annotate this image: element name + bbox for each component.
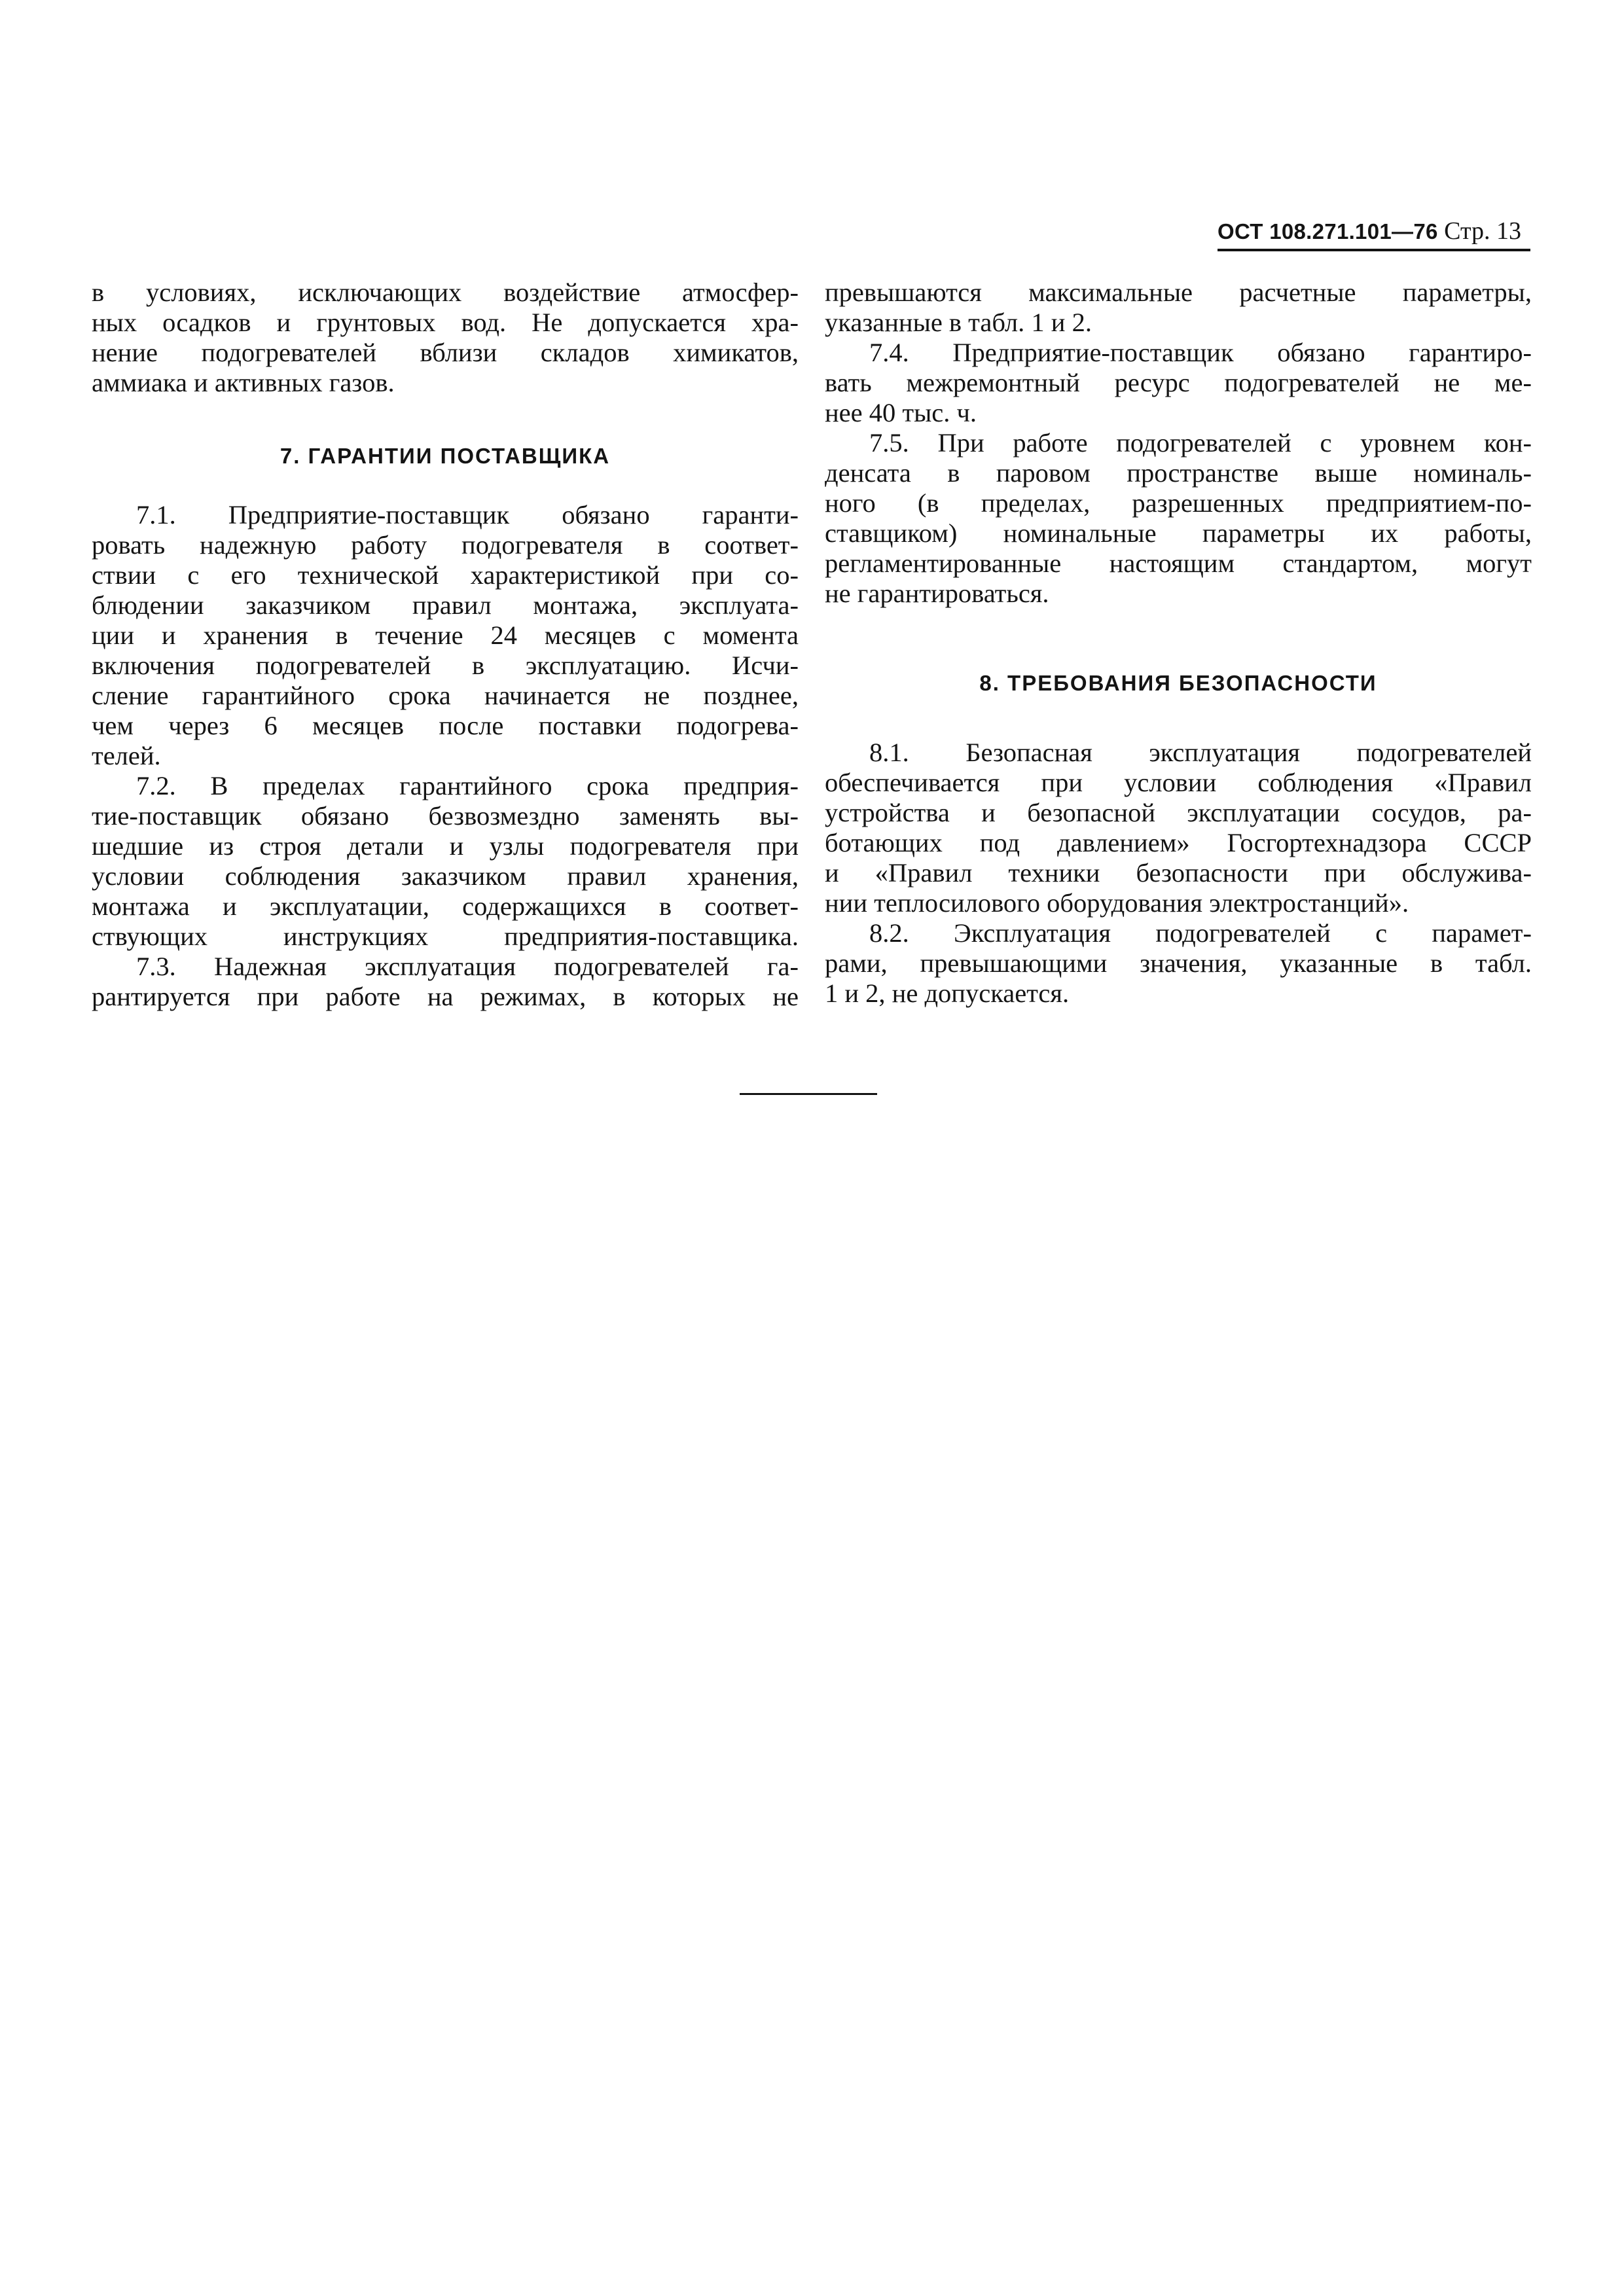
text-line: превышаются максимальные расчетные параметры, — [825, 278, 1532, 307]
text-line: 7.4. Предприятие-поставщик обязано гарантиро- — [869, 338, 1532, 367]
text-line: нение подогревателей вблизи складов химикатов, — [92, 338, 799, 367]
text-line: 8.1. Безопасная эксплуатация подогревателей — [869, 738, 1532, 767]
text-line: указанные в табл. 1 и 2. — [825, 308, 1092, 337]
paragraph-8-2 — [825, 918, 1532, 1009]
text-line: чем через 6 месяцев после поставки подогрева- — [92, 711, 799, 740]
text-line: телей. — [92, 741, 161, 770]
text-line: 7.1. Предприятие-поставщик обязано гаранти- — [136, 500, 799, 529]
text-line: денсата в паровом пространстве выше номиналь- — [825, 458, 1532, 488]
paragraph-7-2 — [92, 771, 799, 952]
text-line: включения подогревателей в эксплуатацию. Исчи- — [92, 651, 799, 680]
text-line: и «Правил техники безопасности при обслужива- — [825, 858, 1532, 888]
text-line: обеспечивается при условии соблюдения «Правил — [825, 768, 1532, 797]
text-line: 8.2. Эксплуатация подогревателей с парамет- — [869, 918, 1532, 948]
text-line: в условиях, исключающих воздействие атмосфер- — [92, 278, 799, 307]
text-line: 7.5. При работе подогревателей с уровнем кон- — [869, 428, 1532, 457]
text-line: сление гарантийного срока начинается не позднее, — [92, 681, 799, 710]
text-line: ных осадков и грунтовых вод. Не допускается хра- — [92, 308, 799, 337]
standard-code: ОСТ 108.271.101—76 — [1218, 219, 1438, 243]
section-8-title: 8. ТРЕБОВАНИЯ БЕЗОПАСНОСТИ — [979, 671, 1377, 695]
paragraph-7-5 — [825, 428, 1532, 609]
paragraph-7-1 — [92, 500, 799, 771]
text-line: вать межремонтный ресурс подогревателей не ме- — [825, 368, 1532, 397]
right-column — [825, 278, 1532, 1009]
text-line: блюдении заказчиком правил монтажа, эксплуата- — [92, 590, 799, 620]
text-line: ствии с его технической характеристикой при со- — [92, 560, 799, 590]
page-number: Стр. 13 — [1444, 217, 1522, 245]
text-line: регламентированные настоящим стандартом, могут — [825, 548, 1532, 578]
paragraph-7-3 — [92, 952, 799, 1012]
text-line: рантируется при работе на режимах, в которых не — [92, 982, 799, 1011]
left-column — [92, 278, 799, 1012]
text-line: не гарантироваться. — [825, 579, 1049, 608]
text-line: условии соблюдения заказчиком правил хранения, — [92, 861, 799, 891]
text-line: устройства и безопасной эксплуатации сосудов, ра- — [825, 798, 1532, 827]
end-rule — [740, 1093, 877, 1095]
text-line: рами, превышающими значения, указанные в табл. — [825, 948, 1532, 978]
paragraph-8-1 — [825, 738, 1532, 918]
text-line: ного (в пределах, разрешенных предприятием-по- — [825, 488, 1532, 518]
text-line: аммиака и активных газов. — [92, 368, 395, 397]
paragraph-7-3-continued — [825, 278, 1532, 338]
text-line: 1 и 2, не допускается. — [825, 978, 1070, 1008]
text-line: ровать надежную работу подогревателя в соответ- — [92, 530, 799, 560]
intro-paragraph — [92, 278, 799, 398]
text-line: 7.3. Надежная эксплуатация подогревателей га- — [136, 952, 799, 981]
text-line: 7.2. В пределах гарантийного срока предприя- — [136, 771, 799, 800]
text-line: ции и хранения в течение 24 месяцев с момента — [92, 620, 799, 650]
text-line: монтажа и эксплуатации, содержащихся в соответ- — [92, 891, 799, 921]
paragraph-7-4 — [825, 338, 1532, 428]
text-line: шедшие из строя детали и узлы подогревателя при — [92, 831, 799, 861]
text-line: нии теплосилового оборудования электростанций». — [825, 888, 1409, 918]
section-7-title: 7. ГАРАНТИИ ПОСТАВЩИКА — [280, 444, 611, 468]
text-line: ставщиком) номинальные параметры их работы, — [825, 518, 1532, 548]
text-line: ствующих инструкциях предприятия-поставщика. — [92, 922, 799, 951]
page-header — [1218, 213, 1530, 251]
text-line: тие-поставщик обязано безвозмездно заменять вы- — [92, 801, 799, 831]
text-line: нее 40 тыс. ч. — [825, 398, 977, 427]
text-line: ботающих под давлением» Госгортехнадзора СССР — [825, 828, 1532, 857]
